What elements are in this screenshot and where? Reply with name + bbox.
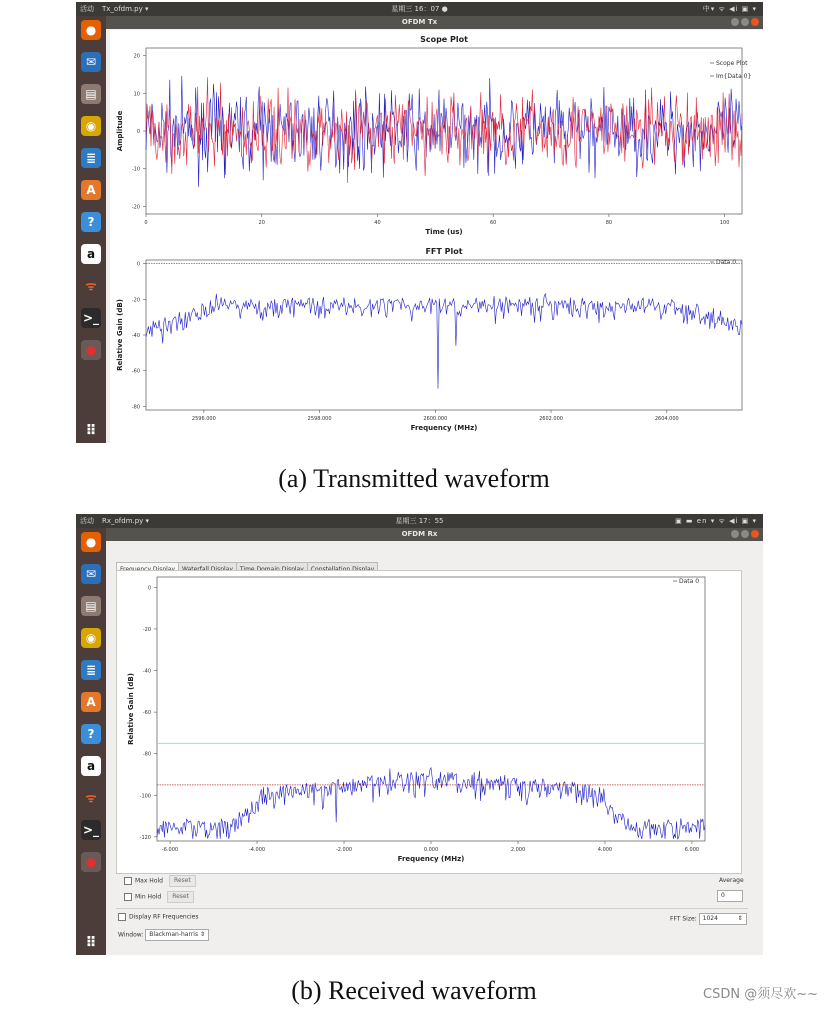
min-hold-label: Min Hold — [135, 893, 162, 901]
plot-area — [110, 30, 763, 443]
software-center-icon[interactable]: A — [81, 180, 101, 200]
average-control — [717, 890, 743, 902]
window-titlebar — [76, 528, 763, 541]
y-tick-label: 0 — [147, 585, 151, 592]
x-tick-label: 6.000 — [684, 847, 700, 853]
y-tick-label: -80 — [142, 751, 151, 758]
gnuradio-icon[interactable]: ᯤ — [81, 788, 101, 808]
x-tick-label: 4.000 — [597, 847, 613, 853]
files-icon[interactable]: ▤ — [81, 596, 101, 616]
x-tick-label: 0.000 — [423, 847, 439, 853]
y-tick-label: -80 — [131, 404, 140, 411]
max-hold-label: Max Hold — [135, 877, 163, 885]
x-tick-label: 2604.000 — [654, 416, 679, 422]
x-tick-label: -4.000 — [248, 847, 266, 853]
fft-size-value: 1024 — [702, 915, 718, 922]
x-tick-label: 0 — [144, 220, 148, 226]
scope-series-line — [146, 76, 742, 187]
screenshot-rx — [76, 514, 763, 955]
top-panel — [76, 2, 763, 16]
top-panel — [76, 514, 763, 528]
window-label: Window: — [118, 931, 144, 939]
min-hold-row — [124, 891, 194, 903]
select-arrow-icon: ⇕ — [200, 931, 206, 938]
activities-button[interactable]: 活动 — [80, 517, 94, 525]
window-select-value: Blackman-harris — [149, 931, 199, 938]
y-tick-label: -20 — [142, 626, 151, 633]
y-tick-label: 0 — [136, 261, 140, 268]
close-button[interactable] — [751, 18, 759, 26]
x-tick-label: -6.000 — [161, 847, 179, 853]
x-tick-label: -2.000 — [335, 847, 353, 853]
rhythmbox-icon[interactable]: ◉ — [81, 628, 101, 648]
chart-title: Scope Plot — [420, 35, 468, 44]
x-tick-label: 2598.000 — [307, 416, 332, 422]
y-tick-label: -120 — [139, 834, 151, 841]
system-tray[interactable]: 中▾ ᯤ ◀ⅰ ▣ ▾ — [702, 5, 757, 13]
fft-size-label: FFT Size: — [670, 915, 697, 923]
app-grid-icon[interactable]: ⠿ — [85, 423, 97, 439]
fft-size-row — [670, 913, 747, 925]
firefox-icon[interactable]: ● — [81, 20, 101, 40]
help-icon[interactable]: ? — [81, 724, 101, 744]
plot-frame — [146, 48, 742, 214]
x-axis-label: Time (us) — [425, 228, 463, 236]
launcher-dock — [76, 16, 106, 443]
x-tick-label: 2600.000 — [423, 416, 448, 422]
y-axis-label: Relative Gain (dB) — [116, 299, 124, 371]
help-icon[interactable]: ? — [81, 212, 101, 232]
files-icon[interactable]: ▤ — [81, 84, 101, 104]
display-rf-checkbox[interactable] — [118, 913, 126, 921]
display-rf-row — [118, 913, 198, 921]
average-spinbox[interactable]: 0 — [717, 890, 743, 902]
chart-title: FFT Plot — [425, 247, 463, 256]
y-tick-label: -60 — [131, 368, 140, 375]
rx-chart — [117, 571, 741, 873]
max-hold-checkbox[interactable] — [124, 877, 132, 885]
gnuradio-icon[interactable]: ᯤ — [81, 276, 101, 296]
firefox-icon[interactable]: ● — [81, 532, 101, 552]
amazon-icon[interactable]: a — [81, 244, 101, 264]
y-axis-label: Amplitude — [116, 110, 124, 152]
plot-frame — [146, 260, 742, 410]
x-tick-label: 80 — [605, 220, 613, 226]
watermark: CSDN @须尽欢~~ — [703, 987, 818, 1002]
y-tick-label: -10 — [131, 166, 140, 173]
plot-frame — [157, 577, 705, 841]
terminal-icon[interactable]: >_ — [81, 820, 101, 840]
max-hold-row — [124, 875, 196, 887]
fft-series-line — [146, 294, 742, 389]
minimize-button[interactable] — [731, 18, 739, 26]
legend-label: Data 0 — [679, 578, 700, 585]
writer-icon[interactable]: ≣ — [81, 660, 101, 680]
system-tray[interactable]: ▣ ▬ en ▾ ᯤ ◀ⅰ ▣ ▾ — [675, 517, 757, 525]
window-row — [118, 929, 209, 941]
terminal-icon[interactable]: >_ — [81, 308, 101, 328]
app-grid-icon[interactable]: ⠿ — [85, 935, 97, 951]
y-tick-label: -60 — [142, 710, 151, 717]
record-icon[interactable]: ● — [81, 340, 101, 360]
launcher-dock — [76, 528, 106, 955]
select-arrow-icon: ⇕ — [737, 915, 743, 922]
clock[interactable]: 星期三 17：55 — [395, 517, 444, 525]
min-hold-reset-button[interactable]: Reset — [167, 891, 194, 903]
legend-label: Scope Plot — [716, 60, 748, 67]
record-icon[interactable]: ● — [81, 852, 101, 872]
divider — [116, 908, 748, 909]
y-axis-label: Relative Gain (dB) — [127, 673, 135, 745]
window-title: OFDM Rx — [401, 530, 438, 538]
y-tick-label: -20 — [131, 204, 140, 211]
x-tick-label: 20 — [258, 220, 265, 226]
x-tick-label: 60 — [489, 220, 497, 226]
rx-series-line — [157, 768, 705, 839]
scope-series-line — [146, 77, 742, 183]
display-tabs — [116, 556, 377, 570]
display-rf-label: Display RF Frequencies — [129, 913, 199, 921]
x-tick-label: 40 — [374, 220, 381, 226]
window-select[interactable] — [145, 929, 209, 941]
x-tick-label: 2.000 — [510, 847, 526, 853]
amazon-icon[interactable]: a — [81, 756, 101, 776]
caption-b: (b) Received waveform — [291, 976, 537, 1005]
frequency-plot-area — [116, 570, 742, 874]
maximize-button[interactable] — [741, 18, 749, 26]
window-title: OFDM Tx — [401, 18, 438, 26]
app-menu[interactable]: Rx_ofdm.py ▾ — [102, 517, 150, 525]
screenshot-tx — [76, 2, 763, 443]
activities-button[interactable]: 活动 — [80, 5, 94, 13]
window-titlebar — [76, 16, 763, 29]
y-tick-label: 10 — [133, 91, 140, 98]
rhythmbox-icon[interactable]: ◉ — [81, 116, 101, 136]
y-tick-label: 20 — [133, 53, 140, 60]
legend-label: Data 0 — [716, 259, 737, 266]
app-menu[interactable]: Tx_ofdm.py ▾ — [102, 5, 149, 13]
minimize-button[interactable] — [731, 530, 739, 538]
writer-icon[interactable]: ≣ — [81, 148, 101, 168]
x-tick-label: 2596.000 — [191, 416, 216, 422]
thunderbird-icon[interactable]: ✉ — [81, 564, 101, 584]
fft-size-select[interactable] — [699, 913, 747, 925]
x-tick-label: 100 — [719, 220, 730, 226]
thunderbird-icon[interactable]: ✉ — [81, 52, 101, 72]
close-button[interactable] — [751, 530, 759, 538]
caption-a: (a) Transmitted waveform — [278, 464, 550, 493]
clock[interactable]: 星期三 16：07 ● — [391, 5, 448, 13]
tx-charts — [110, 30, 763, 443]
average-label: Average — [719, 877, 744, 884]
legend-label: Im{Data 0} — [716, 73, 752, 80]
y-tick-label: -20 — [131, 297, 140, 304]
x-axis-label: Frequency (MHz) — [410, 424, 478, 432]
x-tick-label: 2602.000 — [539, 416, 563, 422]
x-axis-label: Frequency (MHz) — [397, 855, 465, 863]
software-center-icon[interactable]: A — [81, 692, 101, 712]
y-tick-label: -100 — [139, 793, 151, 800]
y-tick-label: 0 — [136, 129, 140, 135]
max-hold-reset-button[interactable]: Reset — [169, 875, 196, 887]
min-hold-checkbox[interactable] — [124, 893, 132, 901]
y-tick-label: -40 — [131, 333, 140, 339]
y-tick-label: -40 — [142, 668, 151, 675]
maximize-button[interactable] — [741, 530, 749, 538]
